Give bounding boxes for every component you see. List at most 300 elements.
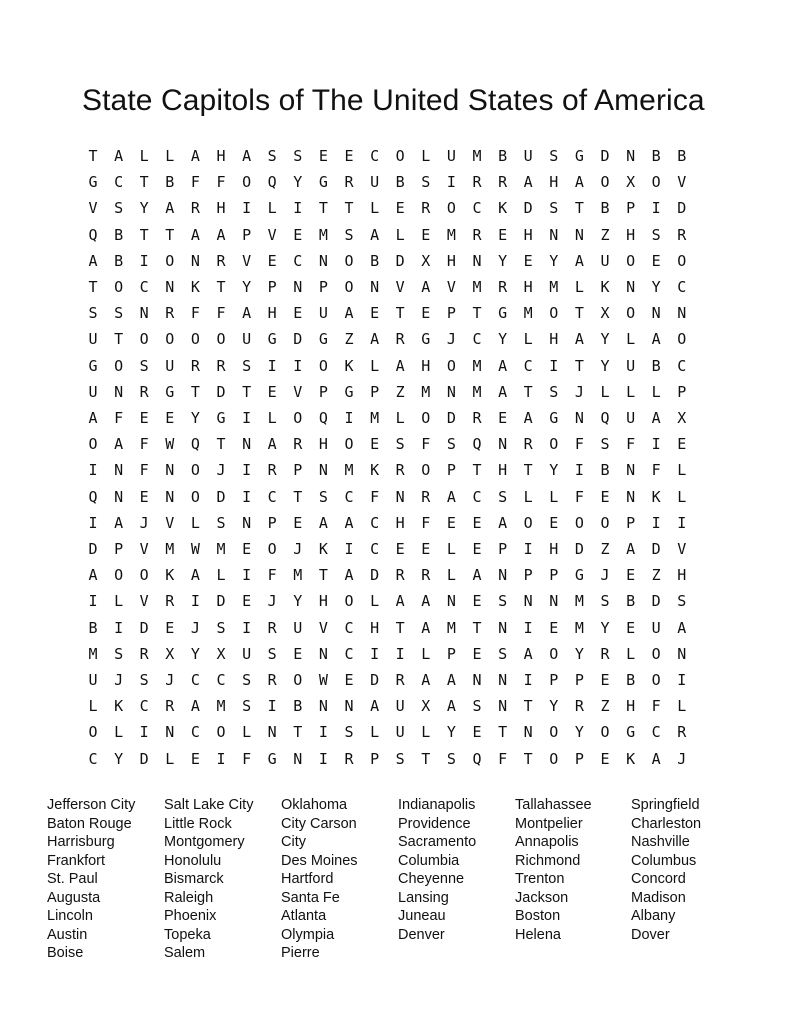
grid-letter: I	[242, 409, 252, 427]
grid-letter: O	[165, 251, 175, 270]
word-list-item: Columbia	[398, 852, 460, 869]
grid-letter: O	[626, 251, 636, 270]
grid-letter: G	[344, 382, 354, 401]
grid-letter: U	[242, 644, 252, 663]
grid-letter: T	[318, 566, 328, 585]
grid-letter: O	[600, 173, 610, 192]
grid-letter: E	[165, 409, 175, 427]
grid-letter: P	[370, 382, 380, 401]
grid-letter: D	[370, 671, 380, 689]
grid-letter: S	[344, 723, 354, 742]
grid-letter: E	[600, 671, 610, 689]
grid-letter: H	[318, 435, 328, 454]
grid-letter: T	[88, 147, 98, 165]
grid-letter: A	[574, 173, 584, 192]
grid-letter: M	[549, 278, 559, 296]
grid-letter: A	[421, 278, 431, 296]
grid-letter: I	[677, 671, 687, 689]
grid-letter: R	[190, 356, 200, 375]
grid-letter: U	[293, 618, 303, 637]
word-list-item: City Carson	[281, 815, 357, 832]
grid-letter: D	[216, 487, 226, 506]
grid-letter: A	[114, 147, 124, 165]
grid-letter: N	[523, 723, 533, 742]
grid-letter: D	[651, 592, 661, 611]
grid-letter: Y	[139, 199, 149, 218]
grid-letter: I	[139, 723, 149, 742]
word-list-item: Hartford	[281, 871, 334, 887]
grid-letter: L	[395, 409, 405, 427]
grid-letter: T	[165, 225, 175, 244]
grid-letter: Q	[318, 409, 328, 427]
grid-letter: R	[344, 173, 354, 192]
grid-letter: O	[190, 330, 200, 349]
grid-letter: I	[216, 749, 226, 768]
grid-letter: F	[574, 487, 584, 506]
grid-letter: E	[677, 435, 687, 454]
grid-letter: N	[446, 382, 456, 401]
grid-letter: R	[165, 592, 175, 611]
grid-letter: A	[446, 697, 456, 716]
grid-letter: O	[165, 330, 175, 349]
grid-letter: T	[318, 199, 328, 218]
grid-letter: O	[344, 251, 354, 270]
grid-letter: O	[88, 435, 98, 454]
grid-letter: R	[216, 251, 226, 270]
grid-letter: L	[626, 330, 636, 349]
grid-letter: A	[446, 487, 456, 506]
grid-letter: S	[549, 199, 559, 218]
grid-letter: R	[472, 225, 482, 244]
grid-letter: U	[370, 173, 380, 192]
grid-letter: A	[344, 566, 354, 585]
grid-letter: T	[472, 461, 482, 480]
grid-letter: E	[421, 225, 431, 244]
grid-letter: X	[165, 644, 175, 663]
grid-letter: C	[267, 487, 277, 506]
grid-letter: B	[626, 671, 636, 689]
grid-letter: S	[395, 435, 405, 454]
grid-letter: L	[267, 199, 277, 218]
grid-letter: E	[190, 749, 200, 768]
grid-letter: H	[677, 566, 687, 585]
grid-letter: A	[498, 356, 508, 375]
grid-letter: U	[395, 723, 405, 742]
grid-letter: F	[139, 435, 149, 454]
grid-letter: C	[190, 671, 200, 689]
grid-letter: L	[446, 540, 456, 558]
grid-letter: H	[318, 592, 328, 611]
grid-letter: T	[395, 304, 405, 323]
grid-letter: A	[88, 409, 98, 427]
grid-letter: O	[318, 356, 328, 375]
grid-letter: Z	[651, 566, 661, 585]
grid-letter: F	[190, 304, 200, 323]
grid-letter: A	[523, 409, 533, 427]
grid-letter: O	[446, 356, 456, 375]
grid-letter: O	[651, 173, 661, 192]
grid-letter: S	[395, 749, 405, 768]
word-list-item: Santa Fe	[281, 889, 340, 906]
grid-letter: S	[344, 225, 354, 244]
grid-letter: N	[114, 487, 124, 506]
word-list-item: Phoenix	[164, 908, 217, 924]
grid-letter: R	[395, 330, 405, 349]
grid-letter: L	[114, 592, 124, 611]
grid-letter: Y	[549, 251, 559, 270]
word-list-item: Atlanta	[281, 908, 327, 924]
grid-letter: R	[190, 199, 200, 218]
grid-letter: J	[446, 330, 456, 349]
grid-letter: H	[549, 330, 559, 349]
grid-letter: F	[498, 749, 508, 768]
grid-letter: K	[370, 461, 380, 480]
grid-letter: B	[370, 251, 380, 270]
word-list-item: Indianapolis	[398, 797, 476, 813]
grid-letter: P	[267, 278, 277, 296]
grid-letter: H	[446, 251, 456, 270]
grid-letter: S	[139, 356, 149, 375]
grid-letter: F	[370, 487, 380, 506]
grid-letter: U	[446, 147, 456, 165]
grid-letter: I	[88, 513, 98, 532]
grid-letter: A	[421, 618, 431, 637]
grid-letter: K	[318, 540, 328, 558]
word-list-item: Providence	[398, 815, 471, 832]
grid-letter: Z	[600, 540, 610, 558]
grid-letter: J	[293, 540, 303, 558]
grid-letter: O	[114, 356, 124, 375]
grid-letter: P	[446, 304, 456, 323]
grid-letter: H	[498, 461, 508, 480]
grid-letter: I	[651, 199, 661, 218]
grid-letter: G	[626, 723, 636, 742]
grid-letter: N	[498, 435, 508, 454]
grid-letter: Y	[600, 618, 610, 637]
grid-letter: R	[267, 618, 277, 637]
grid-letter: O	[395, 147, 405, 165]
grid-letter: E	[165, 618, 175, 637]
grid-letter: L	[370, 723, 380, 742]
grid-letter: A	[651, 749, 661, 768]
grid-letter: L	[549, 487, 559, 506]
grid-letter: G	[216, 409, 226, 427]
grid-letter: E	[293, 644, 303, 663]
grid-letter: M	[216, 697, 226, 716]
grid-letter: E	[421, 304, 431, 323]
grid-letter: P	[446, 644, 456, 663]
grid-letter: E	[139, 409, 149, 427]
grid-letter: O	[574, 513, 584, 532]
grid-letter: S	[114, 644, 124, 663]
grid-letter: A	[242, 147, 252, 165]
grid-letter: J	[267, 592, 277, 611]
grid-letter: T	[472, 304, 482, 323]
grid-letter: N	[344, 697, 354, 716]
grid-letter: L	[190, 513, 200, 532]
grid-letter: R	[395, 671, 405, 689]
grid-letter: P	[114, 540, 124, 558]
word-column	[398, 796, 514, 944]
grid-letter: J	[574, 382, 584, 401]
grid-letter: C	[344, 644, 354, 663]
grid-letter: Z	[395, 382, 405, 401]
grid-letter: Y	[498, 330, 508, 349]
grid-letter: V	[318, 618, 328, 637]
grid-letter: S	[498, 592, 508, 611]
grid-letter: M	[88, 644, 98, 663]
grid-letter: G	[421, 330, 431, 349]
grid-letter: R	[267, 461, 277, 480]
grid-letter: A	[318, 513, 328, 532]
grid-letter: P	[293, 461, 303, 480]
grid-letter: X	[600, 304, 610, 323]
grid-letter: I	[395, 644, 405, 663]
grid-letter: A	[395, 356, 405, 375]
grid-letter: O	[344, 435, 354, 454]
grid-letter: O	[446, 199, 456, 218]
grid-letter: L	[139, 147, 149, 165]
grid-letter: S	[216, 513, 226, 532]
grid-letter: R	[421, 566, 431, 585]
grid-letter: C	[523, 356, 533, 375]
word-list-item: Montpelier	[515, 815, 583, 832]
grid-letter: E	[395, 199, 405, 218]
grid-letter: C	[293, 251, 303, 270]
grid-letter: Y	[600, 330, 610, 349]
grid-letter: S	[651, 225, 661, 244]
word-list-item: Cheyenne	[398, 871, 465, 887]
grid-letter: U	[626, 409, 636, 427]
grid-letter: E	[498, 225, 508, 244]
grid-letter: I	[114, 618, 124, 637]
grid-letter: S	[446, 435, 456, 454]
word-list-item: Baton Rouge	[47, 815, 132, 832]
grid-letter: L	[651, 382, 661, 401]
grid-letter: N	[139, 304, 149, 323]
grid-letter: B	[114, 225, 124, 244]
grid-letter: O	[242, 173, 252, 192]
grid-letter: E	[242, 592, 252, 611]
grid-letter: O	[216, 723, 226, 742]
grid-letter: L	[370, 199, 380, 218]
grid-letter: S	[242, 356, 252, 375]
grid-letter: S	[446, 749, 456, 768]
grid-letter: Q	[267, 173, 277, 192]
grid-letter: I	[267, 697, 277, 716]
grid-letter: H	[523, 278, 533, 296]
grid-letter: P	[267, 513, 277, 532]
word-list-item: Jefferson City	[47, 797, 136, 813]
grid-letter: E	[549, 513, 559, 532]
word-list-item: Columbus	[631, 852, 697, 869]
grid-letter: R	[139, 382, 149, 401]
grid-letter: C	[344, 487, 354, 506]
grid-letter: S	[242, 671, 252, 689]
grid-letter: C	[677, 278, 687, 296]
grid-letter: P	[318, 382, 328, 401]
grid-letter: L	[626, 382, 636, 401]
grid-letter: Z	[600, 225, 610, 244]
grid-letter: K	[600, 278, 610, 296]
grid-letter: V	[242, 251, 252, 270]
grid-letter: I	[523, 540, 533, 558]
grid-letter: V	[267, 225, 277, 244]
grid-letter: A	[370, 697, 380, 716]
grid-letter: G	[318, 330, 328, 349]
grid-letter: H	[370, 618, 380, 637]
grid-letter: D	[600, 147, 610, 165]
grid-letter: A	[395, 592, 405, 611]
grid-letter: R	[600, 644, 610, 663]
grid-letter: R	[498, 173, 508, 192]
grid-letter: P	[370, 749, 380, 768]
grid-letter: E	[395, 540, 405, 558]
grid-letter: E	[651, 251, 661, 270]
grid-letter: H	[523, 225, 533, 244]
grid-letter: O	[549, 749, 559, 768]
grid-letter: L	[165, 749, 175, 768]
grid-letter: B	[600, 199, 610, 218]
grid-letter: E	[267, 382, 277, 401]
grid-letter: C	[139, 278, 149, 296]
grid-letter: F	[242, 749, 252, 768]
grid-letter: V	[677, 173, 687, 192]
grid-letter: M	[472, 147, 482, 165]
grid-letter: N	[370, 278, 380, 296]
grid-letter: S	[139, 671, 149, 689]
grid-letter: W	[318, 671, 328, 689]
grid-letter: Y	[574, 723, 584, 742]
grid-letter: I	[293, 356, 303, 375]
grid-letter: P	[574, 671, 584, 689]
word-list-item: Harrisburg	[47, 834, 115, 850]
grid-letter: K	[190, 278, 200, 296]
word-list-item: Albany	[631, 908, 676, 924]
word-list-item: Austin	[47, 926, 88, 943]
grid-letter: S	[498, 644, 508, 663]
grid-letter: D	[88, 540, 98, 558]
grid-letter: E	[344, 147, 354, 165]
grid-letter: L	[421, 644, 431, 663]
word-column	[47, 796, 163, 963]
grid-letter: I	[242, 461, 252, 480]
grid-letter: O	[677, 251, 687, 270]
grid-letter: U	[600, 251, 610, 270]
grid-letter: D	[139, 749, 149, 768]
grid-letter: O	[549, 644, 559, 663]
grid-letter: I	[446, 173, 456, 192]
grid-letter: N	[549, 592, 559, 611]
grid-letter: S	[114, 199, 124, 218]
grid-letter: L	[421, 723, 431, 742]
grid-letter: O	[677, 330, 687, 349]
word-list-item: Helena	[515, 926, 561, 943]
grid-letter: O	[190, 461, 200, 480]
grid-letter: U	[88, 382, 98, 401]
grid-letter: T	[421, 749, 431, 768]
word-list-item: Lincoln	[47, 908, 93, 924]
grid-letter: M	[472, 382, 482, 401]
grid-letter: N	[165, 723, 175, 742]
word-list-item: Richmond	[515, 852, 581, 869]
grid-letter: M	[574, 592, 584, 611]
grid-letter: R	[216, 356, 226, 375]
word-list-item: Des Moines	[281, 852, 358, 869]
grid-letter: Y	[498, 251, 508, 270]
grid-letter: T	[523, 382, 533, 401]
grid-letter: S	[472, 697, 482, 716]
grid-letter: S	[267, 644, 277, 663]
grid-letter: D	[395, 251, 405, 270]
grid-letter: N	[165, 461, 175, 480]
grid-letter: Y	[190, 644, 200, 663]
grid-letter: Q	[190, 435, 200, 454]
grid-letter: I	[318, 723, 328, 742]
grid-letter: S	[600, 435, 610, 454]
grid-letter: O	[523, 513, 533, 532]
grid-letter: E	[421, 540, 431, 558]
grid-letter: E	[446, 513, 456, 532]
grid-letter: M	[216, 540, 226, 558]
grid-letter: F	[216, 304, 226, 323]
grid-letter: G	[318, 173, 328, 192]
word-list-item: Jackson	[515, 889, 569, 906]
word-column	[515, 796, 631, 944]
grid-letter: S	[600, 592, 610, 611]
grid-letter: O	[421, 409, 431, 427]
grid-letter: D	[139, 618, 149, 637]
grid-letter: N	[498, 566, 508, 585]
grid-letter: U	[626, 356, 636, 375]
grid-letter: L	[88, 697, 98, 716]
word-list-item: Augusta	[47, 889, 101, 906]
grid-letter: T	[293, 487, 303, 506]
grid-letter: O	[344, 278, 354, 296]
grid-letter: A	[370, 225, 380, 244]
grid-letter: U	[651, 618, 661, 637]
grid-letter: A	[677, 618, 687, 637]
grid-letter: U	[523, 147, 533, 165]
word-list-item: Oklahoma	[281, 797, 348, 813]
grid-letter: C	[677, 356, 687, 375]
grid-letter: H	[549, 540, 559, 558]
grid-letter: A	[114, 435, 124, 454]
grid-letter: V	[677, 540, 687, 558]
grid-letter: A	[88, 566, 98, 585]
grid-letter: Y	[190, 409, 200, 427]
grid-letter: A	[344, 513, 354, 532]
grid-letter: A	[472, 566, 482, 585]
grid-letter: T	[395, 618, 405, 637]
word-column	[631, 796, 747, 944]
grid-letter: A	[523, 644, 533, 663]
grid-letter: D	[370, 566, 380, 585]
grid-letter: O	[114, 566, 124, 585]
word-list-item: Salem	[164, 945, 206, 961]
grid-letter: K	[114, 697, 124, 716]
grid-letter: Q	[472, 749, 482, 768]
grid-letter: N	[114, 382, 124, 401]
grid-letter: H	[216, 199, 226, 218]
grid-letter: S	[421, 173, 431, 192]
grid-letter: R	[523, 435, 533, 454]
grid-letter: R	[395, 566, 405, 585]
grid-letter: E	[344, 671, 354, 689]
grid-letter: D	[216, 382, 226, 401]
grid-letter: Z	[600, 697, 610, 716]
grid-letter: E	[242, 540, 252, 558]
